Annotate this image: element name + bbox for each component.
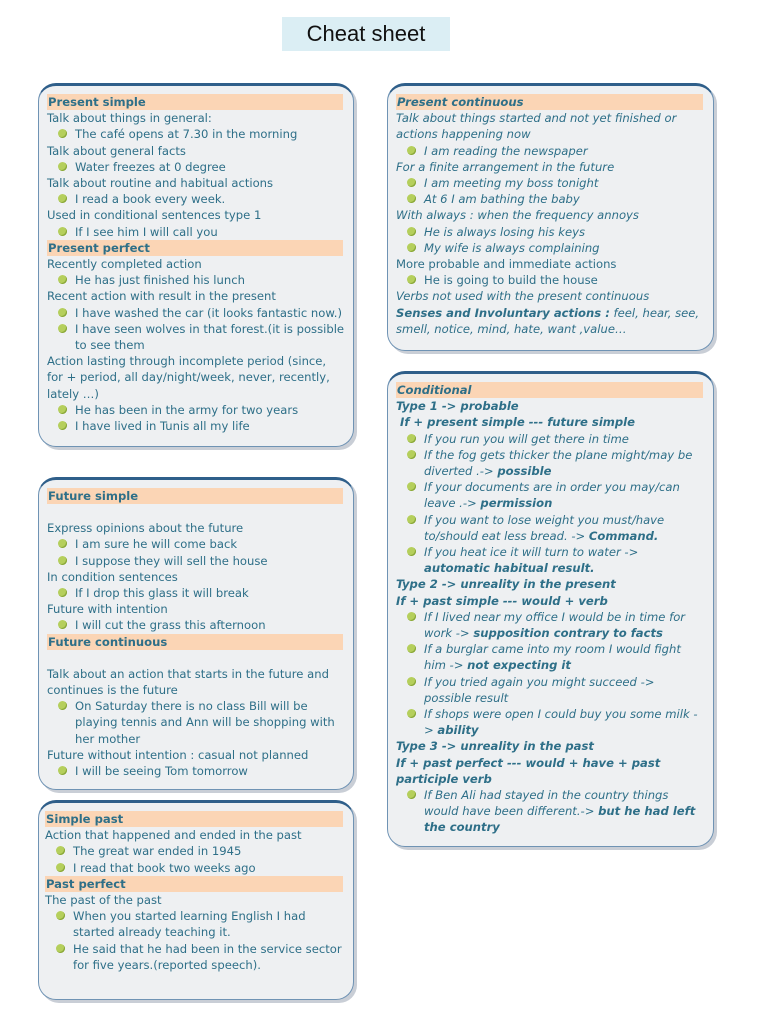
rule-text: More probable and immediate actions <box>396 257 617 272</box>
example-item: If you tried again you might succeed -> possible result <box>396 674 705 706</box>
example-item: I read that book two weeks ago <box>45 860 345 876</box>
conditional-type: Type 1 -> probable <box>396 399 519 414</box>
example-item: If you run you will get there in time <box>396 431 705 447</box>
example-item <box>396 512 705 544</box>
future-simple-header: Future simple <box>47 488 343 504</box>
rule-text: In condition sentences <box>47 569 178 584</box>
rule-text: With always : when the frequency annoys <box>396 208 639 223</box>
rule-text: Recently completed action <box>47 257 202 272</box>
rule-text: Verbs not used with the present continuous <box>396 289 650 304</box>
example-result: Command. <box>588 528 659 543</box>
example-item: If I see him I will call you <box>47 224 345 240</box>
rule-text: Express opinions about the future <box>47 521 244 536</box>
example-result: possible <box>497 464 552 479</box>
example-item: I am reading the newspaper <box>396 143 705 159</box>
example-result: permission <box>480 496 553 511</box>
example-result: not expecting it <box>467 658 571 673</box>
example-item: He is going to build the house <box>396 272 705 288</box>
rule-text: For a finite arrangement in the future <box>396 159 615 174</box>
present-continuous-header: Present continuous <box>396 94 703 110</box>
example-item <box>396 706 705 738</box>
conditional-header: Conditional <box>396 382 703 398</box>
example-item: He is always losing his keys <box>396 224 705 240</box>
page-title: Cheat sheet <box>282 17 450 51</box>
conditional-formula: If + past simple --- would + verb <box>396 593 608 608</box>
example-item <box>396 641 705 673</box>
example-item: I will cut the grass this afternoon <box>47 617 345 633</box>
example-item: I will be seeing Tom tomorrow <box>47 763 345 779</box>
example-item: I have washed the car (it looks fantastic now.) <box>47 305 345 321</box>
example-item <box>396 447 705 479</box>
example-text: If I lived near my office I would be in time for work -> <box>424 609 686 641</box>
example-item <box>396 544 705 576</box>
example-item: I read a book every week. <box>47 191 345 207</box>
example-item: I suppose they will sell the house <box>47 553 345 569</box>
example-item: My wife is always complaining <box>396 240 705 256</box>
present-continuous-card <box>387 83 714 351</box>
rule-text: Future with intention <box>47 602 168 617</box>
example-item <box>396 609 705 641</box>
rule-text: Talk about things started and not yet finished or actions happening now <box>396 111 677 142</box>
rule-text: Talk about an action that starts in the future and continues is the future <box>47 666 329 698</box>
conditional-type: Type 2 -> unreality in the present <box>396 577 616 592</box>
example-item: The great war ended in 1945 <box>45 843 345 859</box>
example-text: If shops were open I could buy you some milk -> <box>424 707 698 738</box>
rule-text: Future without intention : casual not planned <box>47 747 309 762</box>
example-item <box>396 479 705 511</box>
conditional-formula: If + past perfect --- would + have + past participle verb <box>396 755 661 786</box>
rule-text: The past of the past <box>45 893 162 908</box>
rule-text <box>396 305 705 337</box>
example-item: I am sure he will come back <box>47 536 345 552</box>
rule-text: Talk about routine and habitual actions <box>47 176 274 191</box>
simple-past-header: Simple past <box>45 811 343 827</box>
example-item: If I drop this glass it will break <box>47 585 345 601</box>
example-item <box>396 787 705 836</box>
present-simple-header: Present simple <box>47 94 343 110</box>
rule-text: Recent action with result in the present <box>47 289 276 304</box>
example-text: If you want to lose weight you must/have to/should eat less bread. -> <box>424 512 665 543</box>
rule-text: Action that happened and ended in the past <box>45 828 302 843</box>
rule-text: Used in conditional sentences type 1 <box>47 208 262 223</box>
conditional-card <box>387 371 714 847</box>
example-result: ability <box>437 723 479 738</box>
example-item: I have seen wolves in that forest.(it is possible to see them <box>47 321 345 353</box>
example-item: He has just finished his lunch <box>47 272 345 288</box>
rule-label: Senses and Involuntary actions : <box>396 305 610 320</box>
rule-text: Action lasting through incomplete period (since, for + period, all day/night/week, never, recently, lately …) <box>47 354 330 401</box>
example-item: He has been in the army for two years <box>47 402 345 418</box>
example-text: If Ben Ali had stayed in the country things would have been different.-> <box>424 788 669 819</box>
rule-detail: feel, hear, see, smell, notice, mind, hate, want ,value… <box>396 305 700 336</box>
example-result: automatic habitual result. <box>424 561 595 576</box>
spacer <box>47 504 345 520</box>
example-text: If the fog gets thicker the plane might/may be diverted .-> <box>424 447 693 479</box>
example-text: If your documents are in order you may/can leave .-> <box>424 480 680 511</box>
example-item: When you started learning English I had started already teaching it. <box>45 908 345 940</box>
spacer <box>47 650 345 666</box>
example-text: If a burglar came into my room I would fight him -> <box>424 642 681 673</box>
present-tenses-card <box>38 83 354 447</box>
future-continuous-header: Future continuous <box>47 634 343 650</box>
example-item: I am meeting my boss tonight <box>396 175 705 191</box>
example-result: supposition contrary to facts <box>473 626 663 641</box>
example-item: On Saturday there is no class Bill will be playing tennis and Ann will be shopping with her mother <box>47 698 345 747</box>
example-item: He said that he had been in the service sector for five years.(reported speech). <box>45 941 345 973</box>
example-item: At 6 I am bathing the baby <box>396 191 705 207</box>
future-tenses-card <box>38 477 354 790</box>
example-item: Water freezes at 0 degree <box>47 159 345 175</box>
rule-text: Talk about things in general: <box>47 111 212 126</box>
conditional-type: Type 3 -> unreality in the past <box>396 739 594 754</box>
present-perfect-header: Present perfect <box>47 240 343 256</box>
past-perfect-header: Past perfect <box>45 876 343 892</box>
example-result: but he had left the country <box>424 804 696 835</box>
example-item: The café opens at 7.30 in the morning <box>47 126 345 142</box>
past-tenses-card <box>38 800 354 1000</box>
conditional-formula: If + present simple --- future simple <box>400 415 636 430</box>
example-item: I have lived in Tunis all my life <box>47 418 345 434</box>
rule-text: Talk about general facts <box>47 143 186 158</box>
example-text: If you heat ice it will turn to water -> <box>424 545 639 560</box>
